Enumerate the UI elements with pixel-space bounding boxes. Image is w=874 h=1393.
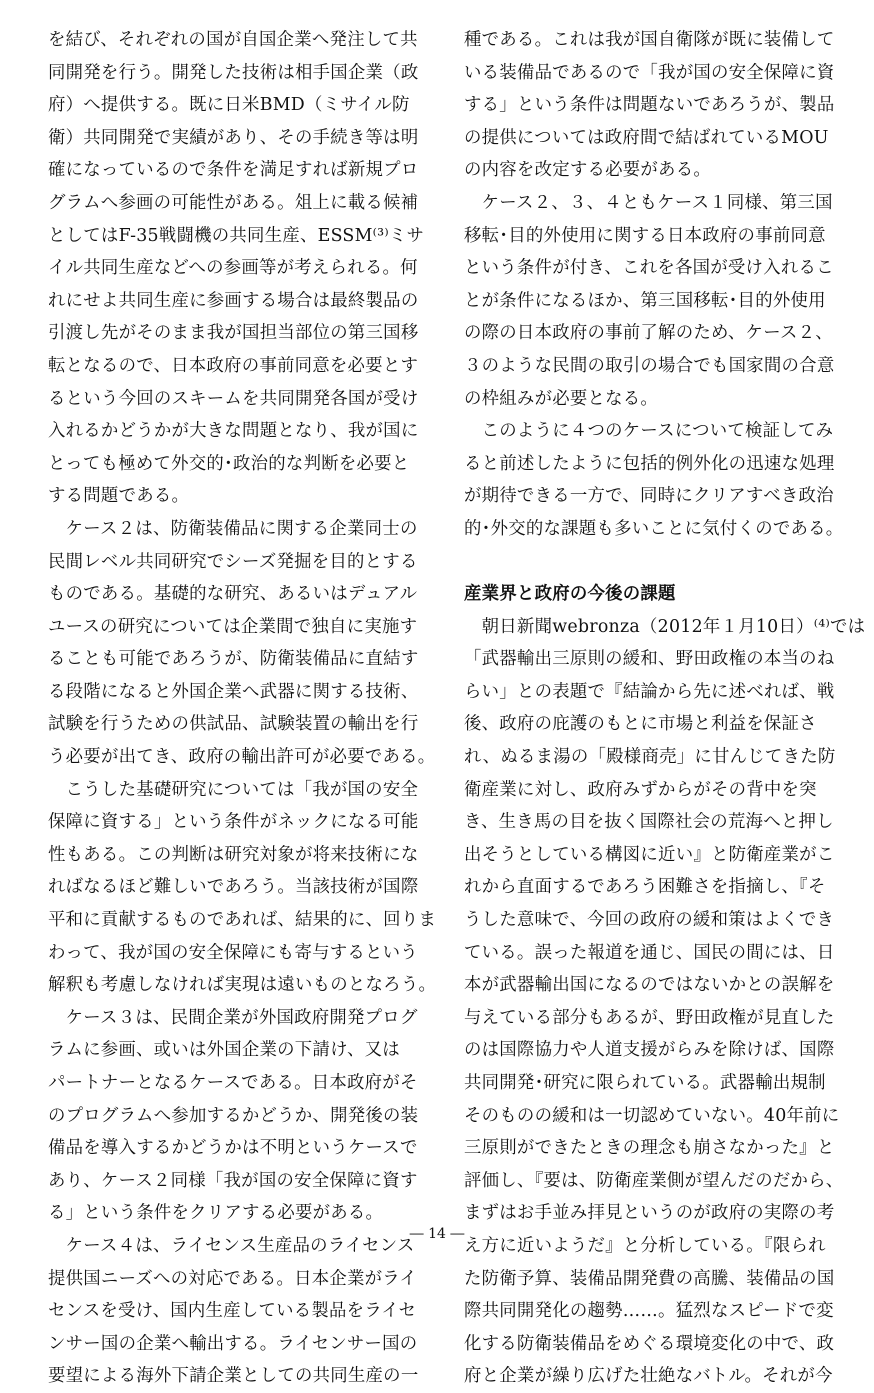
text-line: パートナーとなるケースである。日本政府がそ bbox=[48, 1073, 418, 1093]
text-line: ケース２は、防衛装備品に関する企業同士の bbox=[48, 518, 418, 539]
text-line: 解釈も考慮しなければ実現は遠いものとなろう。 bbox=[48, 975, 437, 996]
right-column bbox=[464, 24, 866, 1393]
text-line: 「武器輸出三原則の緩和、野田政権の本当のね bbox=[464, 649, 835, 670]
text-line: 出そうとしている構図に近い』と防衛産業がこ bbox=[464, 844, 835, 865]
text-line: る段階になると外国企業へ武器に関する技術、 bbox=[48, 681, 419, 702]
text-line: 保障に資する」という条件がネックになる可能 bbox=[48, 812, 419, 833]
text-line: ケース４は、ライセンス生産品のライセンス bbox=[48, 1235, 415, 1256]
text-line: わって、我が国の安全保障にも寄与するという bbox=[48, 942, 418, 963]
text-line: 共同開発･研究に限られている。武器輸出規制 bbox=[464, 1073, 826, 1093]
page-number: ― 14 ― bbox=[409, 1226, 465, 1242]
text-line: た防衛予算、装備品開発費の高騰、装備品の国 bbox=[464, 1268, 835, 1289]
text-line: 化する防衛装備品をめぐる環境変化の中で、政 bbox=[464, 1333, 835, 1354]
text-line: 性もある。この判断は研究対象が将来技術にな bbox=[48, 844, 419, 865]
text-line: の際の日本政府の事前了解のため、ケース２、 bbox=[464, 323, 833, 344]
text-line: 的･外交的な課題も多いことに気付くのである。 bbox=[464, 518, 844, 539]
text-line: ケース２、３、４ともケース１同様、第三国 bbox=[464, 192, 833, 213]
text-line: 際共同開発化の趨勢……。猛烈なスピードで変 bbox=[464, 1301, 834, 1322]
text-line: らい」との表題で『結論から先に述べれば、戦 bbox=[464, 681, 835, 702]
text-line: の提供については政府間で結ばれているMOU bbox=[464, 127, 829, 148]
text-line: ものである。基礎的な研究、あるいはデュアル bbox=[48, 584, 418, 605]
text-line: する問題である。 bbox=[48, 486, 190, 507]
text-line: 与えている部分もあるが、野田政権が見直した bbox=[464, 1007, 835, 1028]
text-line: ３のような民間の取引の場合でも国家間の合意 bbox=[464, 355, 835, 376]
section-spacer bbox=[464, 546, 826, 579]
text-line: ラムに参画、或いは外国企業の下請け、又は bbox=[48, 1040, 400, 1061]
text-line: れ、ぬるま湯の「殿様商売」に甘んじてきた防 bbox=[464, 747, 836, 768]
text-line: 府と企業が繰り広げた壮絶なバトル。それが今 bbox=[464, 1366, 833, 1387]
text-line: 民間レベル共同研究でシーズ発掘を目的とする bbox=[48, 551, 418, 572]
text-line: のは国際協力や人道支援がらみを除けば、国際 bbox=[464, 1040, 835, 1061]
text-line: 種である。これは我が国自衛隊が既に装備して bbox=[464, 30, 835, 50]
text-line: 移転･目的外使用に関する日本政府の事前同意 bbox=[464, 225, 826, 246]
text-line: の内容を改定する必要がある。 bbox=[464, 160, 711, 181]
text-line: そのものの緩和は一切認めていない。40年前に bbox=[464, 1105, 840, 1126]
text-line: を結び、それぞれの国が自国企業へ発注して共 bbox=[48, 30, 418, 50]
text-line: ケース３は、民間企業が外国政府開発プログ bbox=[48, 1007, 418, 1028]
text-line: 評価し、『要は、防衛産業側が望んだのだから、 bbox=[464, 1170, 844, 1191]
text-line: とが条件になるほか、第三国移転･目的外使用 bbox=[464, 290, 826, 311]
text-line: センスを受け、国内生産している製品をライセ bbox=[48, 1301, 417, 1322]
text-line: え方に近いようだ』と分析している。『限られ bbox=[464, 1235, 826, 1256]
text-line: する」という条件は問題ないであろうが、製品 bbox=[464, 95, 835, 116]
text-line: 入れるかどうかが大きな問題となり、我が国に bbox=[48, 421, 419, 442]
text-line: の枠組みが必要となる。 bbox=[464, 388, 659, 409]
text-line: 備品を導入するかどうかは不明というケースで bbox=[48, 1138, 418, 1159]
section-heading: 産業界と政府の今後の課題 bbox=[464, 584, 676, 605]
text-line: ればなるほど難しいであろう。当該技術が国際 bbox=[48, 877, 419, 898]
text-line: あり、ケース２同様「我が国の安全保障に資す bbox=[48, 1170, 418, 1191]
text-line: とっても極めて外交的･政治的な判断を必要と bbox=[48, 453, 410, 474]
text-line: という条件が付き、これを各国が受け入れるこ bbox=[464, 258, 834, 279]
text-line: 衛産業に対し、政府みずからがその背中を突 bbox=[464, 779, 817, 800]
text-line: 転となるので、日本政府の事前同意を必要とす bbox=[48, 355, 419, 376]
text-line: このように４つのケースについて検証してみ bbox=[464, 421, 834, 442]
text-line: ると前述したように包括的例外化の迅速な処理 bbox=[464, 453, 835, 474]
text-line: 三原則ができたときの理念も崩さなかった』と bbox=[464, 1138, 835, 1159]
text-line: 府）へ提供する。既に日米BMD（ミサイル防 bbox=[48, 95, 410, 116]
text-line: のプログラムへ参加するかどうか、開発後の装 bbox=[48, 1105, 419, 1126]
text-line: るという今回のスキームを共同開発各国が受け bbox=[48, 388, 419, 409]
text-line: れから直面するであろう困難さを指摘し、『そ bbox=[464, 877, 826, 898]
text-line: る」という条件をクリアする必要がある。 bbox=[48, 1203, 384, 1224]
text-line: 同開発を行う。開発した技術は相手国企業（政 bbox=[48, 62, 419, 83]
text-line: れにせよ共同生産に参画する場合は最終製品の bbox=[48, 290, 419, 311]
text-line: ることも可能であろうが、防衛装備品に直結す bbox=[48, 649, 419, 670]
text-line: 要望による海外下請企業としての共同生産の一 bbox=[48, 1366, 419, 1387]
text-line: 平和に貢献するものであれば、結果的に、回りま bbox=[48, 910, 437, 931]
text-line: 提供国ニーズへの対応である。日本企業がライ bbox=[48, 1268, 418, 1289]
text-line: としてはF-35戦闘機の共同生産、ESSM⁽³⁾ミサ bbox=[48, 225, 425, 246]
text-line: 後、政府の庇護のもとに市場と利益を保証さ bbox=[464, 714, 817, 735]
text-line: 確になっているので条件を満足すれば新規プロ bbox=[48, 160, 419, 181]
text-line: イル共同生産などへの参画等が考えられる。何 bbox=[48, 258, 418, 279]
text-line: 引渡し先がそのまま我が国担当部位の第三国移 bbox=[48, 323, 419, 344]
text-line: ている。誤った報道を通じ、国民の間には、日 bbox=[464, 942, 835, 963]
text-line: う必要が出てき、政府の輸出許可が必要である。 bbox=[48, 747, 436, 768]
text-line: うした意味で、今回の政府の緩和策はよくでき bbox=[464, 910, 835, 931]
text-line: 試験を行うための供試品、試験装置の輸出を行 bbox=[48, 714, 419, 735]
text-line: グラムへ参画の可能性がある。俎上に載る候補 bbox=[48, 192, 419, 213]
text-line: いる装備品であるので「我が国の安全保障に資 bbox=[464, 62, 835, 83]
text-line: こうした基礎研究については「我が国の安全 bbox=[48, 779, 419, 800]
text-line: が期待できる一方で、同時にクリアすべき政治 bbox=[464, 486, 834, 507]
text-line: き、生き馬の目を抜く国際社会の荒海へと押し bbox=[464, 812, 834, 833]
text-line: ユースの研究については企業間で独自に実施す bbox=[48, 616, 418, 637]
text-line: 朝日新聞webronza（2012年１月10日）⁽⁴⁾では bbox=[464, 616, 866, 637]
text-line: まずはお手並み拝見というのが政府の実際の考 bbox=[464, 1203, 835, 1224]
text-line: 衛）共同開発で実績があり、その手続き等は明 bbox=[48, 127, 419, 148]
text-line: ンサー国の企業へ輸出する。ライセンサー国の bbox=[48, 1333, 418, 1354]
text-line: 本が武器輸出国になるのではないかとの誤解を bbox=[464, 975, 835, 996]
